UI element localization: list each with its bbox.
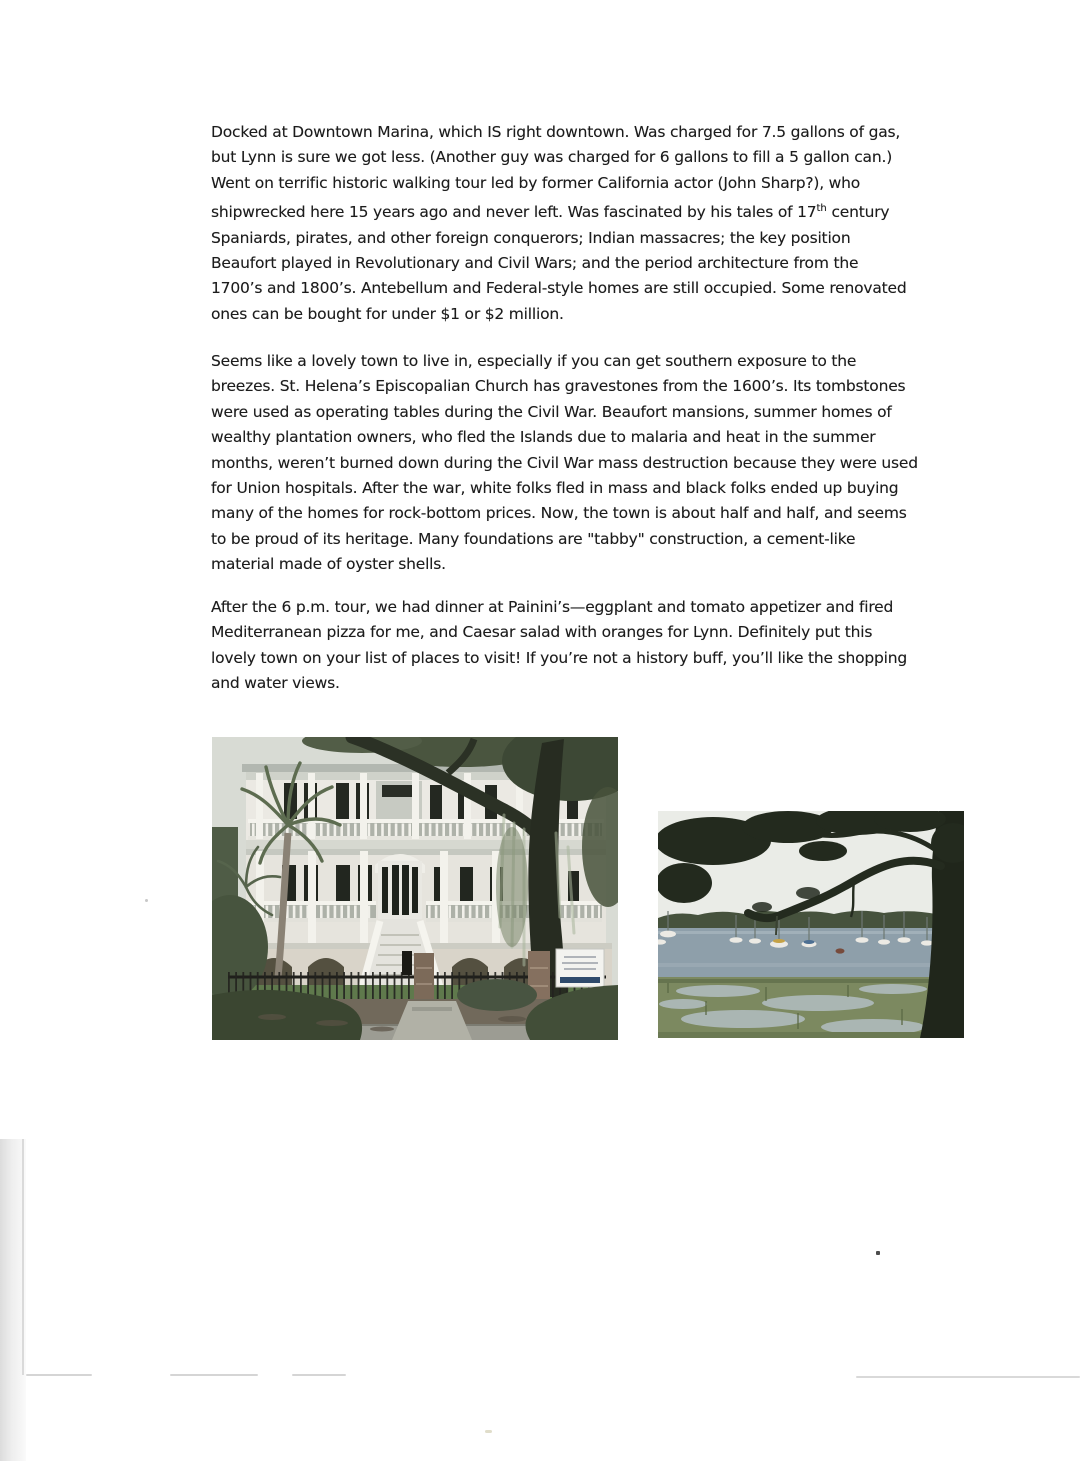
scan-line-artifact <box>292 1374 346 1376</box>
scan-speck <box>876 1251 880 1255</box>
text-line: Seems like a lovely town to live in, especially if you can get southern exposure to the <box>211 352 857 370</box>
antebellum-mansion-photo <box>212 737 618 1040</box>
text-line: wealthy plantation owners, who fled the Islands due to malaria and heat in the summer <box>211 428 876 447</box>
tour-sign <box>556 949 604 987</box>
water <box>658 928 964 980</box>
text-line: After the 6 p.m. tour, we had dinner at Painini’s—eggplant and tomato appetizer and fired <box>211 598 894 616</box>
text-line: many of the homes for rock-bottom prices. Now, the town is about half and half, and seems <box>211 504 907 523</box>
text-segment: shipwrecked here 15 years ago and never left. Was fascinated by his tales of 17 <box>211 203 817 222</box>
text-line: months, weren’t burned down during the Civil War mass destruction because they were used <box>211 453 918 472</box>
marsh-illustration <box>658 811 964 1038</box>
scan-line-artifact <box>856 1376 1080 1378</box>
scan-speck <box>145 899 148 902</box>
text-line: lovely town on your list of places to visit! If you’re not a history buff, you’ll like the shopping <box>211 648 908 667</box>
paragraph-1 <box>211 120 1001 327</box>
text-line: and water views. <box>211 674 340 693</box>
text-line: breezes. St. Helena’s Episcopalian Church has gravestones from the 1600’s. Its tombstones <box>211 377 906 396</box>
text-line: 1700’s and 1800’s. Antebellum and Federal-style homes are still occupied. Some renovated <box>211 279 907 298</box>
scan-line-artifact <box>26 1374 92 1376</box>
scan-line-artifact <box>170 1374 258 1376</box>
text-line: to be proud of its heritage. Many foundations are "tabby" construction, a cement-like <box>211 529 856 548</box>
text-line: but Lynn is sure we got less. (Another guy was charged for 6 gallons to fill a 5 gallon can.) <box>211 148 893 167</box>
text-line: ones can be bought for under $1 or $2 million. <box>211 304 564 323</box>
superscript-th: th <box>816 203 827 215</box>
marsh-grass <box>658 977 964 1038</box>
mansion-illustration <box>212 737 618 1040</box>
text-line: for Union hospitals. After the war, white folks fled in mass and black folks ended up buying <box>211 479 899 498</box>
scanner-edge-line <box>22 1139 24 1375</box>
text-line: Went on terrific historic walking tour led by former California actor (John Sharp?), who <box>211 173 861 192</box>
paragraph-3 <box>211 595 1001 697</box>
text-line: Spaniards, pirates, and other foreign conquerors; Indian massacres; the key position <box>211 228 851 247</box>
scan-smudge <box>485 1430 492 1433</box>
text-line: Docked at Downtown Marina, which IS right downtown. Was charged for 7.5 gallons of gas, <box>211 123 901 141</box>
marsh-harbor-sailboats-photo <box>658 811 964 1038</box>
text-line: Beaufort played in Revolutionary and Civil Wars; and the period architecture from the <box>211 254 859 273</box>
text-segment: century <box>826 203 890 222</box>
distant-treeline <box>658 911 964 931</box>
text-line: material made of oyster shells. <box>211 555 446 574</box>
text-line <box>211 196 1001 225</box>
paragraph-2 <box>211 349 1001 578</box>
text-line: Mediterranean pizza for me, and Caesar salad with oranges for Lynn. Definitely put this <box>211 623 873 642</box>
text-line: were used as operating tables during the Civil War. Beaufort mansions, summer homes of <box>211 402 892 421</box>
